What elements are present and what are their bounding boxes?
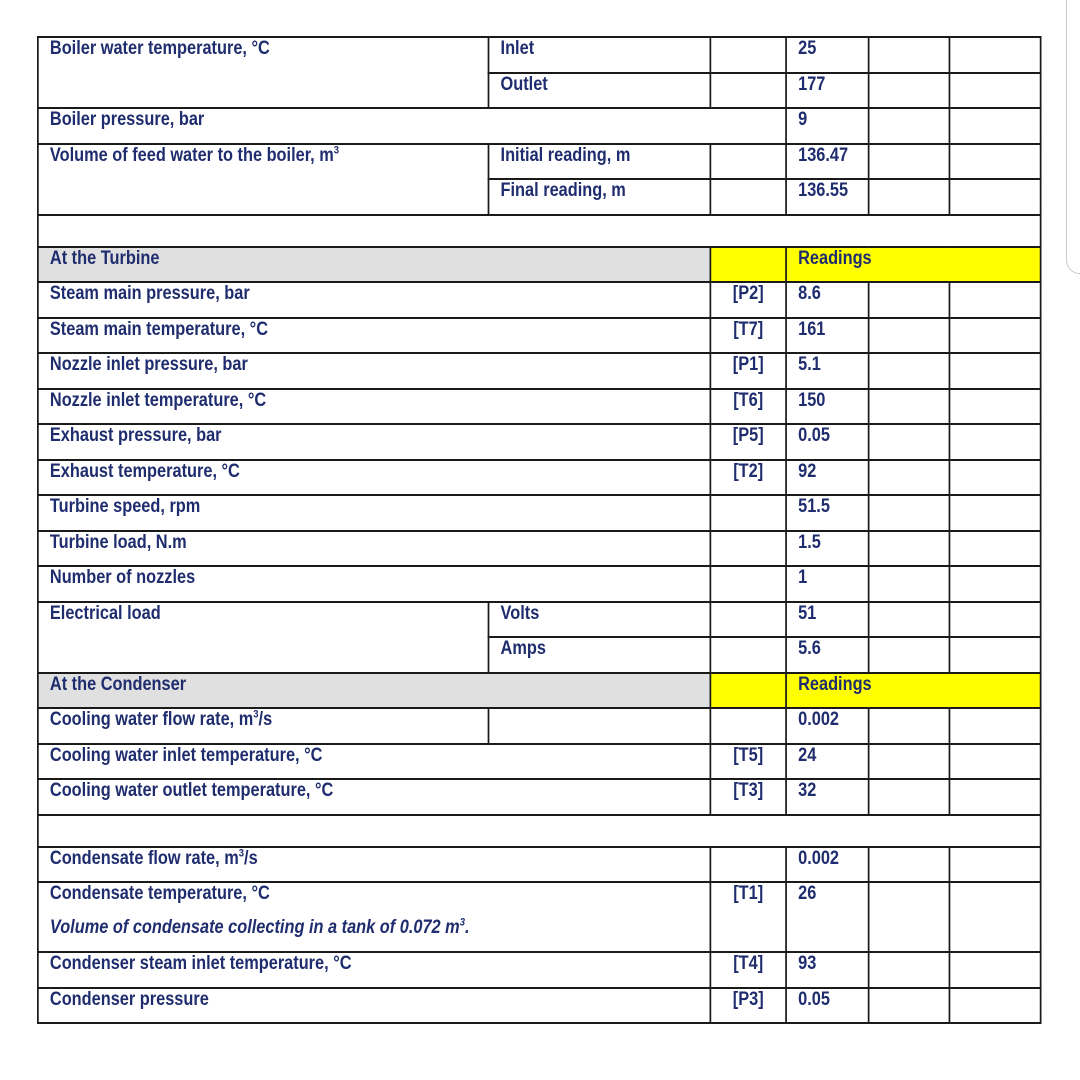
table-row bbox=[38, 566, 1041, 602]
row-value: 92 bbox=[786, 460, 869, 496]
empty-cell bbox=[869, 952, 950, 988]
empty-cell bbox=[949, 708, 1040, 744]
empty-cell bbox=[949, 495, 1040, 531]
initial-reading-value: 136.47 bbox=[786, 144, 869, 180]
code-cell bbox=[710, 708, 786, 744]
row-label: Exhaust pressure, bar bbox=[38, 424, 711, 460]
empty-cell bbox=[869, 353, 950, 389]
row-value: 1.5 bbox=[786, 531, 869, 567]
empty-cell bbox=[869, 882, 950, 952]
condensate-temp-value: 26 bbox=[786, 882, 869, 952]
table-row bbox=[38, 602, 1041, 638]
row-label: Nozzle inlet temperature, °C bbox=[38, 389, 711, 425]
empty-cell bbox=[869, 389, 950, 425]
row-label: Exhaust temperature, °C bbox=[38, 460, 711, 496]
table-row bbox=[38, 779, 1041, 815]
boiler-pressure-value: 9 bbox=[786, 108, 869, 144]
code-cell bbox=[710, 179, 786, 215]
empty-cell bbox=[869, 179, 950, 215]
code-cell bbox=[710, 144, 786, 180]
table-row bbox=[38, 882, 1041, 952]
feed-volume-label: Volume of feed water to the boiler, $m^3$ bbox=[38, 144, 489, 215]
inlet-label: Inlet bbox=[489, 37, 711, 73]
readings-table bbox=[37, 36, 1041, 1024]
empty-cell bbox=[949, 424, 1040, 460]
empty-cell bbox=[949, 389, 1040, 425]
blank-cell bbox=[38, 815, 1041, 847]
amps-value: 5.6 bbox=[786, 637, 869, 673]
empty-cell bbox=[949, 179, 1040, 215]
empty-cell bbox=[869, 531, 950, 567]
empty-cell bbox=[869, 637, 950, 673]
amps-label: Amps bbox=[489, 637, 711, 673]
row-label: Nozzle inlet pressure, bar bbox=[38, 353, 711, 389]
sensor-code bbox=[710, 566, 786, 602]
separator-row bbox=[38, 815, 1041, 847]
condensate-temp-label: Condensate temperature, °C bbox=[49, 883, 270, 904]
empty-cell bbox=[949, 988, 1040, 1024]
empty-cell bbox=[949, 73, 1040, 109]
side-panel-edge bbox=[1066, 0, 1080, 274]
table-row bbox=[38, 282, 1041, 318]
row-value: 8.6 bbox=[786, 282, 869, 318]
sensor-code: [P5] bbox=[710, 424, 786, 460]
cooling-inlet-value: 24 bbox=[786, 744, 869, 780]
code-cell bbox=[710, 37, 786, 73]
empty-cell bbox=[869, 779, 950, 815]
row-value: 150 bbox=[786, 389, 869, 425]
electrical-load-label: Electrical load bbox=[38, 602, 489, 673]
empty-cell bbox=[869, 602, 950, 638]
empty-cell bbox=[949, 108, 1040, 144]
final-reading-label: Final reading, m bbox=[489, 179, 711, 215]
empty-cell bbox=[869, 708, 950, 744]
volts-value: 51 bbox=[786, 602, 869, 638]
empty-cell bbox=[949, 566, 1040, 602]
table-row bbox=[38, 708, 1041, 744]
empty-cell bbox=[949, 847, 1040, 883]
empty-cell bbox=[949, 952, 1040, 988]
final-reading-value: 136.55 bbox=[786, 179, 869, 215]
boiler-pressure-label: Boiler pressure, bar bbox=[38, 108, 786, 144]
empty-cell bbox=[949, 460, 1040, 496]
row-value: 161 bbox=[786, 318, 869, 354]
row-value: 0.05 bbox=[786, 424, 869, 460]
empty-cell bbox=[949, 779, 1040, 815]
table-row bbox=[38, 531, 1041, 567]
empty-cell bbox=[869, 37, 950, 73]
sensor-code: [T6] bbox=[710, 389, 786, 425]
table-row bbox=[38, 744, 1041, 780]
empty-cell bbox=[949, 531, 1040, 567]
empty-cell bbox=[869, 988, 950, 1024]
empty-cell bbox=[869, 108, 950, 144]
row-label: Number of nozzles bbox=[38, 566, 711, 602]
row-label: Turbine load, N.m bbox=[38, 531, 711, 567]
cooling-flow-label: Cooling water flow rate, $m^3/s$ bbox=[38, 708, 489, 744]
code-cell bbox=[710, 73, 786, 109]
empty-cell bbox=[869, 318, 950, 354]
cooling-outlet-label: Cooling water outlet temperature, °C bbox=[38, 779, 711, 815]
separator-row bbox=[38, 215, 1041, 247]
empty-cell bbox=[949, 144, 1040, 180]
condenser-readings-header: Readings bbox=[786, 673, 1041, 709]
empty-cell bbox=[949, 282, 1040, 318]
empty-cell bbox=[869, 495, 950, 531]
sensor-code: [P1] bbox=[710, 353, 786, 389]
row-value: 5.1 bbox=[786, 353, 869, 389]
sensor-code bbox=[710, 495, 786, 531]
table-row bbox=[38, 318, 1041, 354]
row-label: Turbine speed, rpm bbox=[38, 495, 711, 531]
condensate-note: Volume of condensate collecting in a tank of 0.072 $m^3$. bbox=[49, 916, 470, 938]
empty-cell bbox=[949, 353, 1040, 389]
empty-cell bbox=[489, 708, 711, 744]
sensor-code bbox=[710, 531, 786, 567]
code-cell bbox=[710, 602, 786, 638]
condensate-flow-value: 0.002 bbox=[786, 847, 869, 883]
section-header-row bbox=[38, 247, 1041, 283]
condensate-flow-label: Condensate flow rate, $m^3/s$ bbox=[38, 847, 711, 883]
table-row bbox=[38, 847, 1041, 883]
code-cell bbox=[710, 637, 786, 673]
turbine-readings-header: Readings bbox=[786, 247, 1041, 283]
empty-cell bbox=[869, 424, 950, 460]
condenser-section-header: At the Condenser bbox=[38, 673, 711, 709]
empty-cell bbox=[869, 744, 950, 780]
cooling-inlet-label: Cooling water inlet temperature, °C bbox=[38, 744, 711, 780]
table-row bbox=[38, 144, 1041, 180]
table-row bbox=[38, 389, 1041, 425]
empty-cell bbox=[869, 847, 950, 883]
table-row bbox=[38, 988, 1041, 1024]
highlight-cell bbox=[710, 247, 786, 283]
empty-cell bbox=[869, 460, 950, 496]
table-row bbox=[38, 952, 1041, 988]
condensate-temp-cell bbox=[38, 882, 711, 952]
table-row bbox=[38, 37, 1041, 73]
section-header-row bbox=[38, 673, 1041, 709]
empty-cell bbox=[949, 882, 1040, 952]
table-row bbox=[38, 108, 1041, 144]
sensor-code: [P3] bbox=[710, 988, 786, 1024]
inlet-value: 25 bbox=[786, 37, 869, 73]
steam-inlet-value: 93 bbox=[786, 952, 869, 988]
row-label: Steam main pressure, bar bbox=[38, 282, 711, 318]
table-row bbox=[38, 460, 1041, 496]
empty-cell bbox=[949, 602, 1040, 638]
sensor-code: [T2] bbox=[710, 460, 786, 496]
volts-label: Volts bbox=[489, 602, 711, 638]
outlet-label: Outlet bbox=[489, 73, 711, 109]
row-value: 51.5 bbox=[786, 495, 869, 531]
empty-cell bbox=[869, 282, 950, 318]
empty-cell bbox=[869, 73, 950, 109]
row-value: 1 bbox=[786, 566, 869, 602]
table-row bbox=[38, 353, 1041, 389]
empty-cell bbox=[949, 318, 1040, 354]
sensor-code: [T3] bbox=[710, 779, 786, 815]
empty-cell bbox=[869, 566, 950, 602]
sensor-code: [T7] bbox=[710, 318, 786, 354]
boiler-water-temp-label: Boiler water temperature, °C bbox=[38, 37, 489, 108]
cooling-flow-value: 0.002 bbox=[786, 708, 869, 744]
empty-cell bbox=[949, 637, 1040, 673]
sensor-code: [T4] bbox=[710, 952, 786, 988]
initial-reading-label: Initial reading, m bbox=[489, 144, 711, 180]
table-row bbox=[38, 495, 1041, 531]
code-cell bbox=[710, 847, 786, 883]
sensor-code: [P2] bbox=[710, 282, 786, 318]
outlet-value: 177 bbox=[786, 73, 869, 109]
row-label: Steam main temperature, °C bbox=[38, 318, 711, 354]
turbine-section-header: At the Turbine bbox=[38, 247, 711, 283]
sensor-code: [T5] bbox=[710, 744, 786, 780]
blank-cell bbox=[38, 215, 1041, 247]
table-row bbox=[38, 424, 1041, 460]
condenser-pressure-label: Condenser pressure bbox=[38, 988, 711, 1024]
sensor-code: [T1] bbox=[710, 882, 786, 952]
empty-cell bbox=[949, 744, 1040, 780]
empty-cell bbox=[949, 37, 1040, 73]
cooling-outlet-value: 32 bbox=[786, 779, 869, 815]
steam-inlet-label: Condenser steam inlet temperature, °C bbox=[38, 952, 711, 988]
empty-cell bbox=[869, 144, 950, 180]
highlight-cell bbox=[710, 673, 786, 709]
condenser-pressure-value: 0.05 bbox=[786, 988, 869, 1024]
